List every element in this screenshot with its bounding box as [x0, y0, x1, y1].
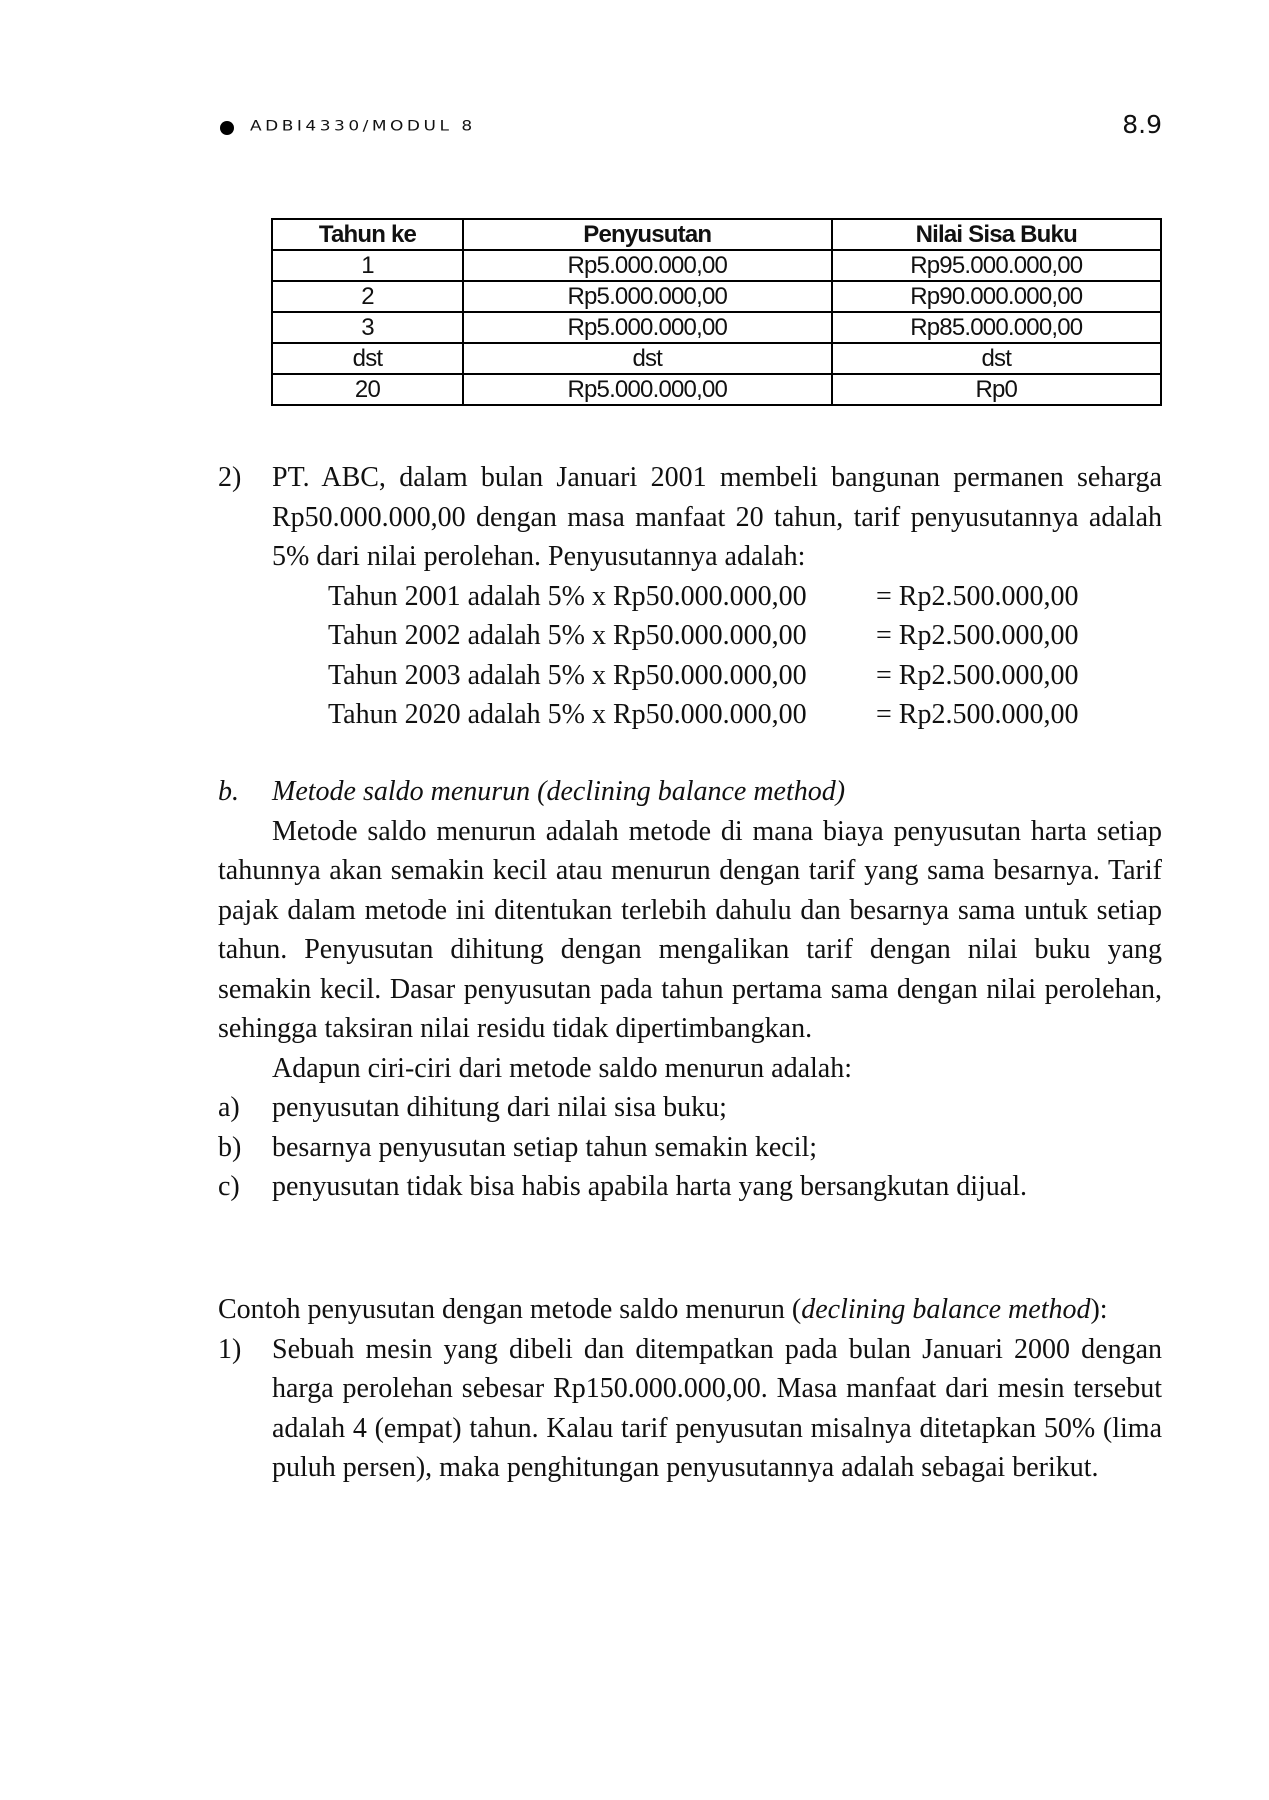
- table-cell: 3: [272, 312, 463, 343]
- example-2-block: [218, 458, 1162, 735]
- table-row: [272, 312, 1161, 343]
- example-section: [218, 1290, 1162, 1488]
- section-b-heading: [218, 772, 1162, 812]
- characteristics-intro: Adapun ciri-ciri dari metode saldo menurun adalah:: [272, 1052, 853, 1084]
- list-label: c): [218, 1171, 240, 1202]
- bullet-icon: [220, 121, 234, 135]
- table-cell: Rp85.000.000,00: [832, 312, 1161, 343]
- table-row: [272, 250, 1161, 281]
- depreciation-table: [271, 218, 1162, 406]
- list-item: a) penyusutan dihitung dari nilai sisa buku;: [218, 1088, 1162, 1128]
- table-cell: Rp95.000.000,00: [832, 250, 1161, 281]
- calculation-row: Tahun 2020 adalah 5% x Rp50.000.000,00 = Rp2.500.000,00: [328, 699, 1079, 730]
- section-title: Metode saldo menurun (declining balance method): [272, 776, 846, 807]
- table-cell: 20: [272, 374, 463, 405]
- item-number: 2): [218, 462, 242, 493]
- calculation-row: Tahun 2003 adalah 5% x Rp50.000.000,00 = Rp2.500.000,00: [328, 659, 1079, 691]
- section-label: b.: [218, 776, 239, 807]
- table-cell: Rp90.000.000,00: [832, 281, 1161, 312]
- table-cell: dst: [832, 343, 1161, 374]
- running-title: ADBI4330/MODUL 8: [250, 118, 476, 135]
- column-header: Penyusutan: [463, 219, 832, 250]
- table-cell: dst: [272, 343, 463, 374]
- item-number: 1): [218, 1333, 242, 1365]
- table-cell: 2: [272, 281, 463, 312]
- table-row: [272, 281, 1161, 312]
- table-row: [272, 343, 1161, 374]
- example-2-text: PT. ABC, dalam bulan Januari 2001 membeli bangunan permanen seharga Rp50.000.000,00 dengan masa manfaat 20 tahun, tarif penyusutannya adalah 5% dari nilai perolehan. Penyusutannya adalah:: [272, 462, 1162, 572]
- list-item: b) besarnya penyusutan setiap tahun semakin kecil;: [218, 1128, 1162, 1168]
- table-cell: Rp5.000.000,00: [463, 312, 832, 343]
- example-intro: Contoh penyusutan dengan metode saldo menurun (declining balance method):: [218, 1294, 1108, 1325]
- table-cell: Rp5.000.000,00: [463, 281, 832, 312]
- column-header: Nilai Sisa Buku: [832, 219, 1161, 250]
- list-label: b): [218, 1131, 242, 1163]
- table-cell: 1: [272, 250, 463, 281]
- table-cell: Rp0: [832, 374, 1161, 405]
- example-2-item: [218, 458, 1162, 577]
- table-cell: dst: [463, 343, 832, 374]
- section-b-block: [218, 772, 1162, 1207]
- table-cell: Rp5.000.000,00: [463, 250, 832, 281]
- calculation-row: Tahun 2001 adalah 5% x Rp50.000.000,00 = Rp2.500.000,00: [328, 580, 1079, 612]
- page-number: 8.9: [1122, 110, 1162, 139]
- column-header: Tahun ke: [272, 219, 463, 250]
- list-label: a): [218, 1092, 240, 1123]
- list-item: c) penyusutan tidak bisa habis apabila harta yang bersangkutan dijual.: [218, 1167, 1162, 1207]
- example-1-text: Sebuah mesin yang dibeli dan ditempatkan pada bulan Januari 2000 dengan harga perolehan sebesar Rp150.000.000,00. Masa manfaat dari mesin tersebut adalah 4 (empat) tahun. Kalau tarif penyusutan misalnya ditetapkan 50% (lima puluh persen), maka penghitungan penyusutannya adalah sebagai berikut.: [272, 1333, 1162, 1483]
- table-header-row: [272, 219, 1161, 250]
- section-b-paragraph: Metode saldo menurun adalah metode di mana biaya penyusutan harta setiap tahunnya akan semakin kecil atau menurun dengan tarif yang sama besarnya. Tarif pajak dalam metode ini ditentukan terlebih dahulu dan besarnya sama untuk setiap tahun. Penyusutan dihitung dengan mengalikan tarif dengan nilai buku yang semakin kecil. Dasar penyusutan pada tahun pertama sama dengan nilai perolehan, sehingga taksiran nilai residu tidak dipertimbangkan.: [218, 815, 1162, 1044]
- table-cell: Rp5.000.000,00: [463, 374, 832, 405]
- calculation-row: Tahun 2002 adalah 5% x Rp50.000.000,00 = Rp2.500.000,00: [328, 620, 1079, 651]
- example-1-item: [218, 1330, 1162, 1488]
- table-row: [272, 374, 1161, 405]
- page-header: [220, 108, 1162, 148]
